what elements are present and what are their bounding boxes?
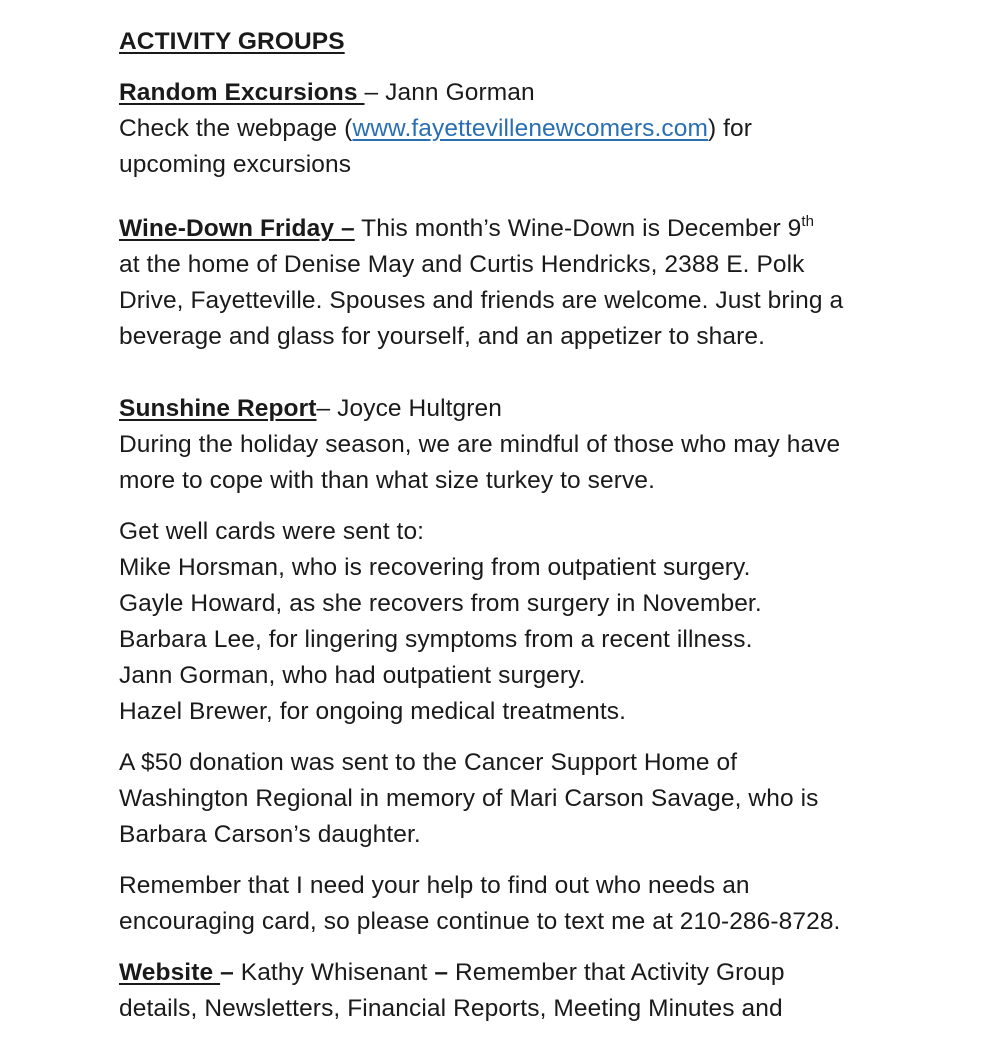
random-excursions-text: Check the webpage ( [119, 115, 353, 142]
activity-groups-heading: ACTIVITY GROUPS [119, 28, 345, 55]
random-excursions-leader: – Jann Gorman [364, 79, 535, 106]
sunshine-intro-line2: more to cope with than what size turkey to serve. [119, 467, 655, 494]
website-section [119, 955, 939, 1027]
website-line1 [119, 955, 939, 991]
donation-line3: Barbara Carson’s daughter. [119, 821, 421, 848]
document-page [119, 24, 939, 1027]
wine-down-line3: Drive, Fayetteville. Spouses and friends are welcome. Just bring a [119, 287, 844, 314]
wine-down-section [119, 211, 939, 355]
wine-down-date-suffix: th [801, 213, 815, 230]
sunshine-report-heading: Sunshine Report [119, 395, 317, 422]
wine-down-heading: Wine-Down Friday – [119, 215, 355, 242]
random-excursions-line1 [119, 111, 939, 147]
page-title [119, 24, 939, 60]
wine-down-line4: beverage and glass for yourself, and an appetizer to share. [119, 323, 766, 350]
sunshine-intro-line1: During the holiday season, we are mindful of those who may have [119, 431, 841, 458]
sunshine-report-section [119, 391, 939, 940]
website-line2: details, Newsletters, Financial Reports, Meeting Minutes and [119, 995, 783, 1022]
donation-line1: A $50 donation was sent to the Cancer Support Home of [119, 749, 738, 776]
list-item: Barbara Lee, for lingering symptoms from a recent illness. [119, 626, 753, 653]
website-contact-name: Kathy Whisenant [233, 959, 435, 986]
remember-line1: Remember that I need your help to find out who needs an [119, 872, 750, 899]
newcomers-website-link[interactable]: www.fayettevillenewcomers.com [352, 115, 708, 142]
list-item: Gayle Howard, as she recovers from surgery in November. [119, 590, 762, 617]
random-excursions-heading: Random Excursions [119, 79, 365, 106]
website-dash: – [220, 959, 234, 986]
get-well-cards-block [119, 514, 939, 730]
website-dash-2: – [434, 959, 449, 986]
list-item: Jann Gorman, who had outpatient surgery. [119, 662, 586, 689]
wine-down-text: This month’s Wine-Down is December 9 [354, 215, 802, 242]
sunshine-header-line [119, 391, 939, 427]
donation-block [119, 745, 939, 853]
website-text: Remember that Activity Group [448, 959, 785, 986]
wine-down-line1 [119, 211, 939, 247]
sunshine-leader: – Joyce Hultgren [316, 395, 502, 422]
remember-block [119, 868, 939, 940]
list-item: Hazel Brewer, for ongoing medical treatments. [119, 698, 626, 725]
random-excursions-header-line [119, 75, 939, 111]
donation-line2: Washington Regional in memory of Mari Carson Savage, who is [119, 785, 819, 812]
wine-down-line2: at the home of Denise May and Curtis Hendricks, 2388 E. Polk [119, 251, 805, 278]
random-excursions-section [119, 75, 939, 183]
get-well-cards-heading: Get well cards were sent to: [119, 518, 425, 545]
list-item: Mike Horsman, who is recovering from outpatient surgery. [119, 554, 751, 581]
remember-line2: encouraging card, so please continue to text me at 210-286-8728. [119, 908, 841, 935]
random-excursions-line2: upcoming excursions [119, 151, 352, 178]
website-heading: Website [119, 959, 221, 986]
random-excursions-text-after: ) for [707, 115, 753, 142]
